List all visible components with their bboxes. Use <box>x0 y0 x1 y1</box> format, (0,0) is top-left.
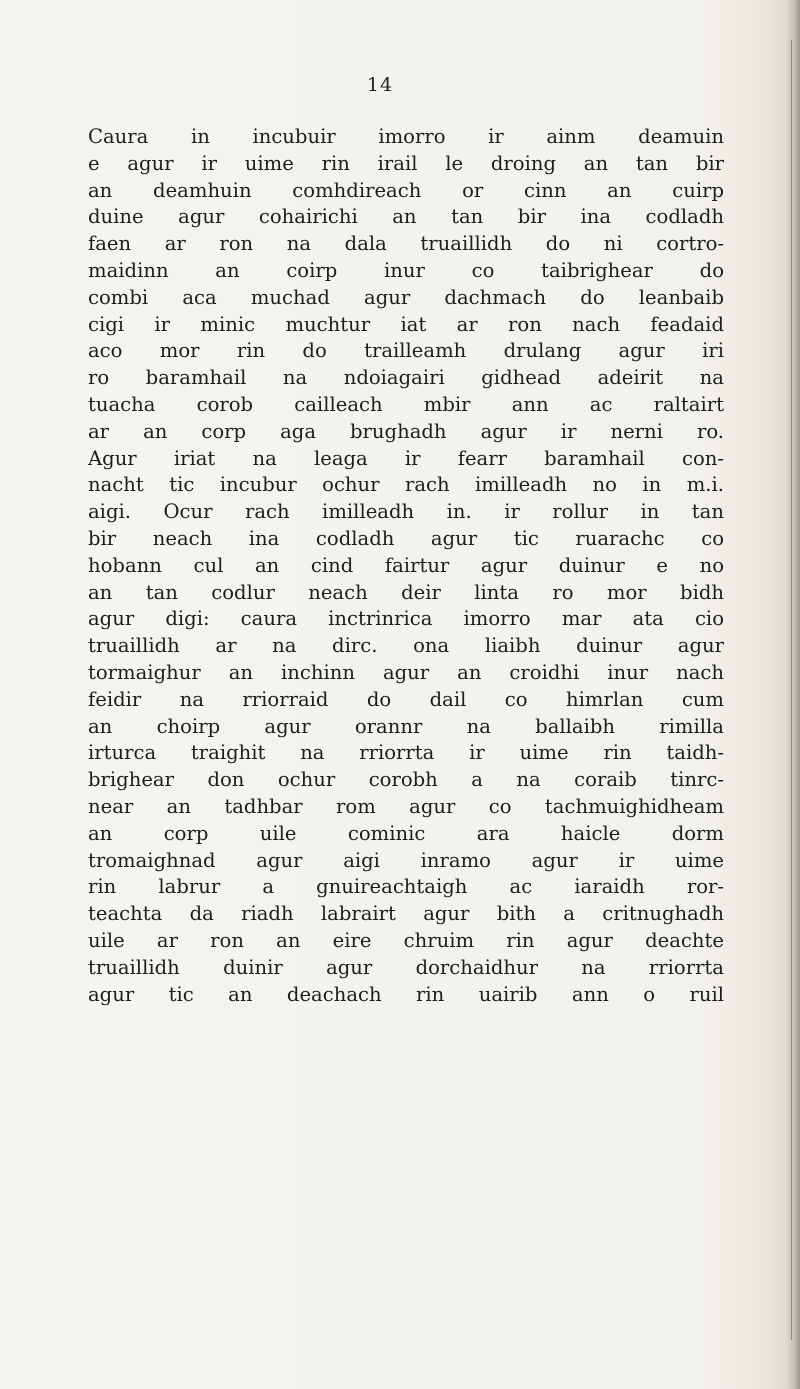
body-text <box>88 124 724 1008</box>
text-line: near an tadhbar rom agur co tachmuighidheam <box>88 794 724 818</box>
text-line: feidir na rriorraid do dail co himrlan cum <box>88 687 724 711</box>
text-line: truaillidh duinir agur dorchaidhur na rriorrta <box>88 955 724 979</box>
text-line: an corp uile cominic ara haicle dorm <box>88 821 724 845</box>
text-line: tromaighnad agur aigi inramo agur ir uime <box>88 848 724 872</box>
text-line: cigi ir minic muchtur iat ar ron nach feadaid <box>88 312 724 336</box>
text-line: brighear don ochur corobh a na coraib tinrc- <box>88 768 724 792</box>
text-line: tormaighur an inchinn agur an croidhi inur nach <box>88 660 724 684</box>
page-number: 14 <box>366 74 394 96</box>
text-line: e agur ir uime rin irail le droing an tan bir <box>88 151 724 175</box>
text-line: faen ar ron na dala truaillidh do ni cortro- <box>88 232 724 256</box>
text-line: hobann cul an cind fairtur agur duinur e no <box>88 553 724 577</box>
text-line: uile ar ron an eire chruim rin agur deachte <box>88 928 724 952</box>
text-line: maidinn an coirp inur co taibrighear do <box>88 258 724 282</box>
text-line: Agur iriat na leaga ir fearr baramhail con- <box>88 446 724 470</box>
text-line: aigi. Ocur rach imilleadh in. ir rollur in tan <box>88 500 724 524</box>
text-line: bir neach ina codladh agur tic ruarachc co <box>88 526 724 550</box>
text-line: duine agur cohairichi an tan bir ina codladh <box>88 205 724 229</box>
text-line: ar an corp aga brughadh agur ir nerni ro. <box>88 419 724 443</box>
text-line: aco mor rin do trailleamh drulang agur iri <box>88 339 724 363</box>
text-line: agur digi: caura inctrinrica imorro mar ata cio <box>88 607 724 631</box>
text-line: an tan codlur neach deir linta ro mor bidh <box>88 580 724 604</box>
text-line: truaillidh ar na dirc. ona liaibh duinur agur <box>88 634 724 658</box>
text-line: teachta da riadh labrairt agur bith a critnughadh <box>88 902 724 926</box>
text-line: tuacha corob cailleach mbir ann ac raltairt <box>88 392 724 416</box>
text-line: agur tic an deachach rin uairib ann o ruil <box>88 982 724 1006</box>
text-line: Caura in incubuir imorro ir ainm deamuin <box>88 125 724 148</box>
text-line: an choirp agur orannr na ballaibh rimilla <box>88 714 724 738</box>
page-edge-shadow <box>786 0 800 1389</box>
text-line: nacht tic incubur ochur rach imilleadh no in m.i. <box>88 473 724 497</box>
text-line: rin labrur a gnuireachtaigh ac iaraidh ror- <box>88 875 724 899</box>
text-line: an deamhuin comhdireach or cinn an cuirp <box>88 178 724 202</box>
text-line: irturca traighit na rriorrta ir uime rin taidh- <box>88 741 724 765</box>
page-edge-line <box>791 40 792 1340</box>
text-line: combi aca muchad agur dachmach do leanbaib <box>88 285 724 309</box>
text-line: ro baramhail na ndoiagairi gidhead adeirit na <box>88 366 724 390</box>
